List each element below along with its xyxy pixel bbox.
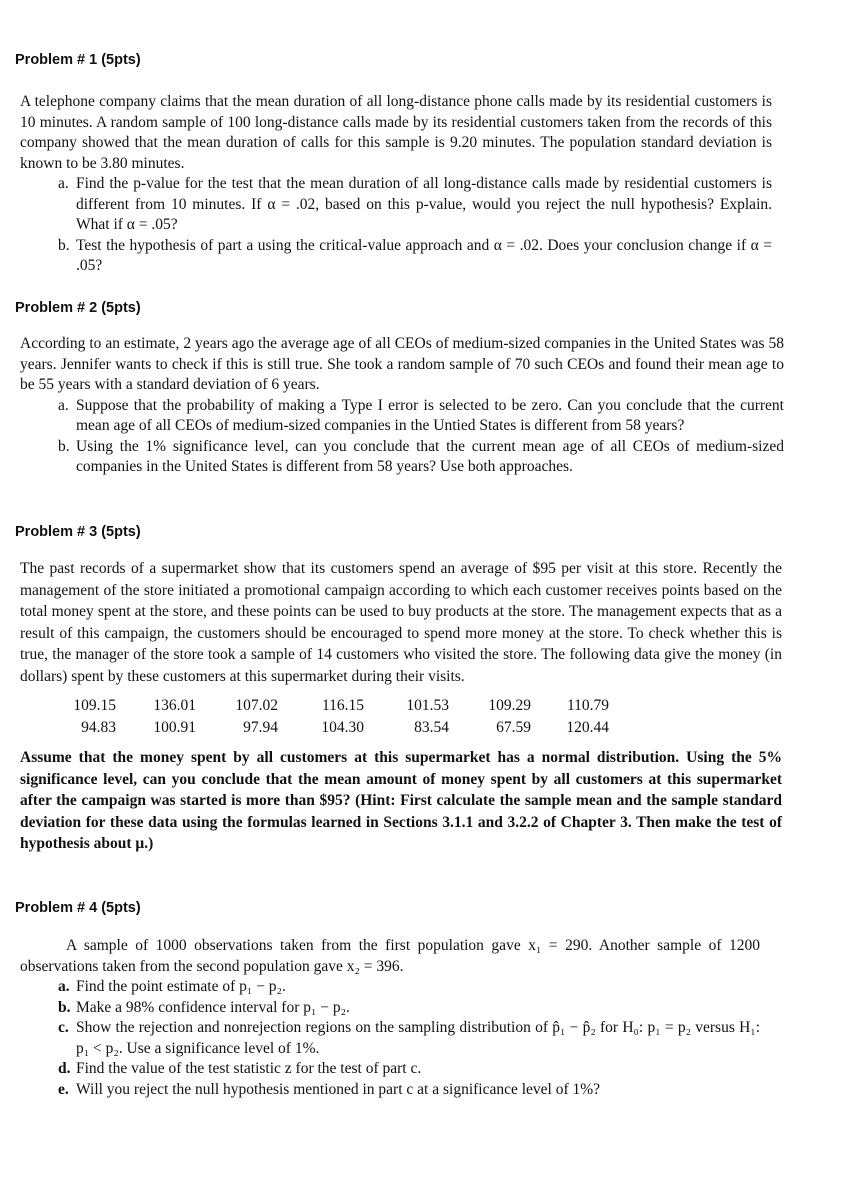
table-cell: 107.02 [235,697,278,715]
problem-4-part-c [58,1018,760,1059]
part-text: Find the value of the test statistic z for the test of part c. [76,1060,422,1077]
part-label: a. [58,396,69,414]
money-spent-table [60,695,609,739]
part-text: Using the 1% significance level, can you conclude that the current mean age of all CEOs of medium-sized companies in the United States is different from 58 years? Use both approaches. [76,437,784,475]
problem-1-heading: Problem # 1 (5pts) [15,52,141,68]
problem-3-heading: Problem # 3 (5pts) [15,524,141,540]
part-label: b. [58,437,70,455]
table-cell: 101.53 [406,697,449,715]
problem-2-parts [58,396,784,478]
part-label: b. [58,998,71,1016]
problem-4-part-a [58,977,760,998]
part-label: b. [58,236,70,254]
table-row [60,717,609,739]
problem-4-part-d [58,1059,760,1080]
part-text: Suppose that the probability of making a Type I error is selected to be zero. Can you conclude that the current mean age of all CEOs of medium-sized companies in the Untied States is different from 58 years? [76,396,784,434]
problem-3-body [20,558,782,855]
table-cell: 120.44 [566,719,609,737]
table-cell: 116.15 [321,697,364,715]
problem-1-parts [58,174,772,277]
part-label: d. [58,1060,71,1077]
part-text: Find the p-value for the test that the mean duration of all long-distance calls made by residential customers is different from 10 minutes. If α = .02, based on this p-value, would you reject the null hypothesis? Explain. What if α = .05? [76,175,772,233]
problem-2-intro: According to an estimate, 2 years ago the average age of all CEOs of medium-sized companies in the United States was 58 years. Jennifer wants to check if this is still true. She took a random sample of 70 such CEOs and found their mean age to be 55 years with a standard deviation of 6 years. [20,335,784,393]
table-cell: 110.79 [566,697,609,715]
part-text: Find the point estimate of p₁ − p₂. [76,978,286,995]
problem-3-intro: The past records of a supermarket show that its customers spend an average of $95 per visit at this store. Recently the management of the store initiated a promotional campaign according to which each customer receives points based on the total money spent at the store, and these points can be used to buy products at the store. The management expects that as a result of this campaign, the customers should be encouraged to spend more money at the store. To check whether this is true, the manager of the store took a sample of 14 customers who visited the store. The following data give the money (in dollars) spent by these customers at this supermarket during their visits. [20,560,782,685]
problem-2-part-b [58,437,784,478]
part-text: Make a 98% confidence interval for p₁ − p₂. [76,998,350,1016]
table-cell: 104.30 [321,719,364,737]
problem-2-part-a [58,396,784,437]
part-label: a. [58,978,70,995]
problem-4-parts [58,977,760,1100]
part-text: Will you reject the null hypothesis mentioned in part c at a significance level of 1%? [76,1080,601,1098]
table-cell: 94.83 [81,719,116,737]
problem-1-part-b [58,236,772,277]
part-label: a. [58,175,69,192]
problem-1-part-a [58,174,772,236]
problem-2-body [20,334,784,478]
problem-4-heading: Problem # 4 (5pts) [15,900,141,916]
part-label: c. [58,1019,69,1036]
problem-1-body [20,92,772,277]
problem-1-intro: A telephone company claims that the mean duration of all long-distance phone calls made by its residential customers is 10 minutes. A random sample of 100 long-distance calls made by its residential customers taken from the records of this company showed that the mean duration of calls for this sample is 9.20 minutes. The population standard deviation is known to be 3.80 minutes. [20,93,772,172]
problem-2-heading: Problem # 2 (5pts) [15,300,141,316]
table-cell: 97.94 [243,719,278,737]
part-text: Show the rejection and nonrejection regions on the sampling distribution of p̂₁ − p̂₂ for H₀: p₁ = p₂ versus H₁: p₁ < p₂. Use a significance level of 1%. [76,1019,760,1057]
table-cell: 109.15 [73,697,116,715]
table-cell: 136.01 [153,697,196,715]
part-text: Test the hypothesis of part a using the critical-value approach and α = .02. Does your conclusion change if α = .05? [76,236,772,274]
table-cell: 67.59 [496,719,531,737]
problem-4-part-b [58,998,760,1019]
problem-4-body [20,936,760,1100]
table-cell: 100.91 [153,719,196,737]
table-row [60,695,609,717]
problem-3-outro: Assume that the money spent by all customers at this supermarket has a normal distribution. Using the 5% significance level, can you conclude that the mean amount of money spent by all customers at this supermarket after the campaign was started is more than $95? (Hint: First calculate the sample mean and the sample standard deviation for these data using the formulas learned in Sections 3.1.1 and 3.2.2 of Chapter 3. Then make the test of hypothesis about μ.) [20,749,782,852]
problem-4-part-e [58,1080,760,1101]
table-cell: 109.29 [488,697,531,715]
problem-4-intro: A sample of 1000 observations taken from the first population gave x₁ = 290. Another sample of 1200 observations taken from the second population gave x₂ = 396. [20,937,760,975]
part-label: e. [58,1080,69,1098]
table-cell: 83.54 [414,719,449,737]
